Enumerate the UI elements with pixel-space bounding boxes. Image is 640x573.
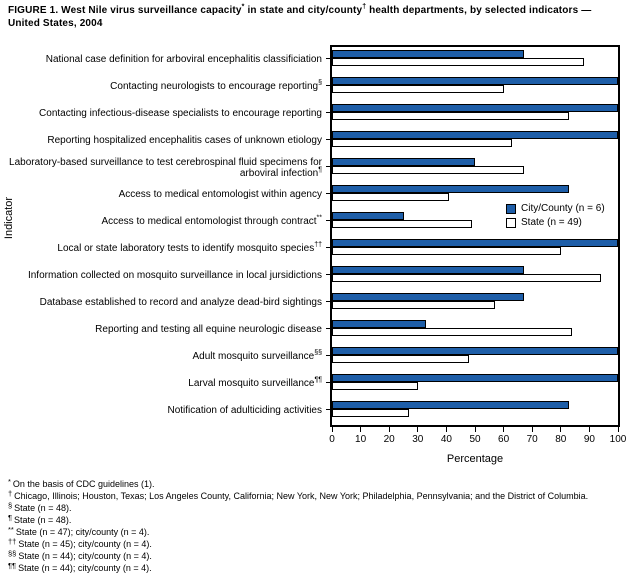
plot-area <box>330 45 620 427</box>
bar-state <box>332 247 561 255</box>
y-axis-tick <box>326 382 330 383</box>
x-axis-tick <box>532 427 533 432</box>
row-label-text: Contacting infectious-disease specialists to encourage reporting <box>39 108 322 119</box>
title-text-2: in state and city/county <box>244 5 363 16</box>
footnote-symbol: §§ <box>8 549 17 558</box>
x-axis-tick <box>389 427 390 432</box>
x-axis-tick <box>360 427 361 432</box>
y-axis-tick <box>326 85 330 86</box>
legend-label-city-county: City/County (n = 6) <box>521 203 605 214</box>
bar-state <box>332 58 584 66</box>
legend-item-state <box>506 217 605 228</box>
bar-state <box>332 112 569 120</box>
figure-title <box>8 5 626 30</box>
footnote-line <box>8 501 636 513</box>
x-tick-label: 80 <box>555 434 567 445</box>
x-axis-title: Percentage <box>446 453 504 465</box>
x-tick-label: 40 <box>440 434 452 445</box>
row-label-superscript: ** <box>316 214 322 222</box>
bar-city-county <box>332 131 618 139</box>
bar-city-county <box>332 104 618 112</box>
footnote-line <box>8 537 636 549</box>
x-tick-label: 100 <box>609 434 627 445</box>
x-tick-label: 0 <box>329 434 335 445</box>
x-axis-tick <box>589 427 590 432</box>
bar-city-county <box>332 185 569 193</box>
x-tick-label: 60 <box>498 434 510 445</box>
x-axis-tick <box>560 427 561 432</box>
bar-state <box>332 301 495 309</box>
legend-swatch-city-county-icon <box>506 204 516 214</box>
bar-state <box>332 274 601 282</box>
y-axis-tick <box>326 220 330 221</box>
title-sup-asterisk: * <box>241 3 245 11</box>
footnote-symbol: ¶ <box>8 513 13 522</box>
y-axis-tick <box>326 274 330 275</box>
x-axis-tick <box>417 427 418 432</box>
y-axis-tick <box>326 139 330 140</box>
footnote-text: State (n = 45); city/county (n = 4). <box>18 539 152 549</box>
legend <box>506 203 605 228</box>
bar-city-county <box>332 374 618 382</box>
bar-state <box>332 355 469 363</box>
bar-city-county <box>332 212 404 220</box>
row-label-superscript: §§ <box>314 349 322 357</box>
row-label-superscript: †† <box>314 241 322 249</box>
footnote-symbol: ¶¶ <box>8 561 17 570</box>
x-axis-tick <box>475 427 476 432</box>
row-label-superscript: ¶¶ <box>314 376 322 384</box>
row-label <box>0 395 322 426</box>
bar-city-county <box>332 401 569 409</box>
footnotes <box>8 477 636 573</box>
footnote-symbol: * <box>8 477 11 486</box>
row-label-text: Access to medical entomologist within agency <box>118 189 322 200</box>
y-axis-tick <box>326 58 330 59</box>
row-label-text: National case definition for arboviral encephalitis classificiation <box>45 54 322 65</box>
row-label-text: Information collected on mosquito surveillance in local jursidictions <box>27 270 322 281</box>
bar-city-county <box>332 293 524 301</box>
x-tick-label: 30 <box>412 434 424 445</box>
footnote-text: State (n = 48). <box>14 503 72 513</box>
x-tick-label: 20 <box>383 434 395 445</box>
y-axis-tick <box>326 166 330 167</box>
footnote-symbol: † <box>8 489 13 498</box>
x-tick-label: 90 <box>583 434 595 445</box>
x-tick-label: 70 <box>526 434 538 445</box>
footnote-text: State (n = 47); city/county (n = 4). <box>15 527 150 537</box>
footnote-text: State (n = 48). <box>14 515 72 525</box>
bar-city-county <box>332 50 524 58</box>
bar-state <box>332 220 472 228</box>
bar-city-county <box>332 320 426 328</box>
footnote-line <box>8 477 636 489</box>
x-axis-tick <box>446 427 447 432</box>
bar-state <box>332 382 418 390</box>
footnote-line <box>8 549 636 561</box>
x-tick-label: 10 <box>355 434 367 445</box>
footnote-line <box>8 513 636 525</box>
footnote-text: State (n = 44); city/county (n = 4). <box>18 563 152 573</box>
footnote-symbol: †† <box>8 537 17 546</box>
y-axis-tick <box>326 409 330 410</box>
x-axis-tick <box>618 427 619 432</box>
bar-city-county <box>332 77 618 85</box>
y-axis-tick <box>326 355 330 356</box>
bar-city-county <box>332 158 475 166</box>
row-label-text: Local or state laboratory tests to identify mosquito species†† <box>57 241 322 254</box>
x-tick-label: 50 <box>469 434 481 445</box>
footnote-symbol: ** <box>8 525 14 534</box>
row-label-text: Notification of adulticiding activities <box>167 405 322 416</box>
footnote-text: State (n = 44); city/county (n = 4). <box>18 551 152 561</box>
legend-item-city-county <box>506 203 605 214</box>
bar-state <box>332 139 512 147</box>
y-axis-tick <box>326 301 330 302</box>
footnote-text: Chicago, Illinois; Houston, Texas; Los Angeles County, California; New York, New York; Philadelphia, Pennsylvania; and the District of Columbia. <box>14 491 589 501</box>
bar-state <box>332 85 504 93</box>
bar-state <box>332 193 449 201</box>
row-label-text: Reporting and testing all equine neurologic disease <box>95 324 322 335</box>
legend-label-state: State (n = 49) <box>521 217 582 228</box>
bar-state <box>332 409 409 417</box>
legend-swatch-state-icon <box>506 218 516 228</box>
title-sup-dagger: † <box>362 3 367 11</box>
row-label-text: Reporting hospitalized encephalitis cases of unknown etiology <box>47 135 322 146</box>
x-axis-tick <box>332 427 333 432</box>
row-label-text: Larval mosquito surveillance¶¶ <box>188 376 322 389</box>
bar-city-county <box>332 266 524 274</box>
row-label-superscript: ¶ <box>318 166 322 174</box>
footnote-line <box>8 525 636 537</box>
row-label-text: Adult mosquito surveillance§§ <box>192 349 322 362</box>
bar-city-county <box>332 347 618 355</box>
footnote-symbol: § <box>8 501 13 510</box>
footnote-text: On the basis of CDC guidelines (1). <box>12 479 155 489</box>
row-label-superscript: § <box>318 79 322 87</box>
footnote-line <box>8 489 636 501</box>
bar-city-county <box>332 239 618 247</box>
y-axis-tick <box>326 193 330 194</box>
y-axis-title: Indicator <box>3 196 15 240</box>
bar-state <box>332 166 524 174</box>
y-axis-tick <box>326 328 330 329</box>
title-text-3: health departments, by selected indicators — United States, 2004 <box>8 5 592 29</box>
row-label-text: Access to medical entomologist through contract** <box>101 214 322 227</box>
row-label-text: Database established to record and analyze dead-bird sightings <box>39 297 322 308</box>
bar-state <box>332 328 572 336</box>
y-axis-tick <box>326 247 330 248</box>
row-label-text: Contacting neurologists to encourage reporting§ <box>110 79 322 92</box>
title-text-1: FIGURE 1. West Nile virus surveillance capacity <box>8 5 242 16</box>
footnote-line <box>8 561 636 573</box>
row-label-text: Laboratory-based surveillance to test cerebrospinal fluid specimens for arboviral infection¶ <box>9 156 322 179</box>
y-axis-tick <box>326 112 330 113</box>
x-axis-tick <box>503 427 504 432</box>
